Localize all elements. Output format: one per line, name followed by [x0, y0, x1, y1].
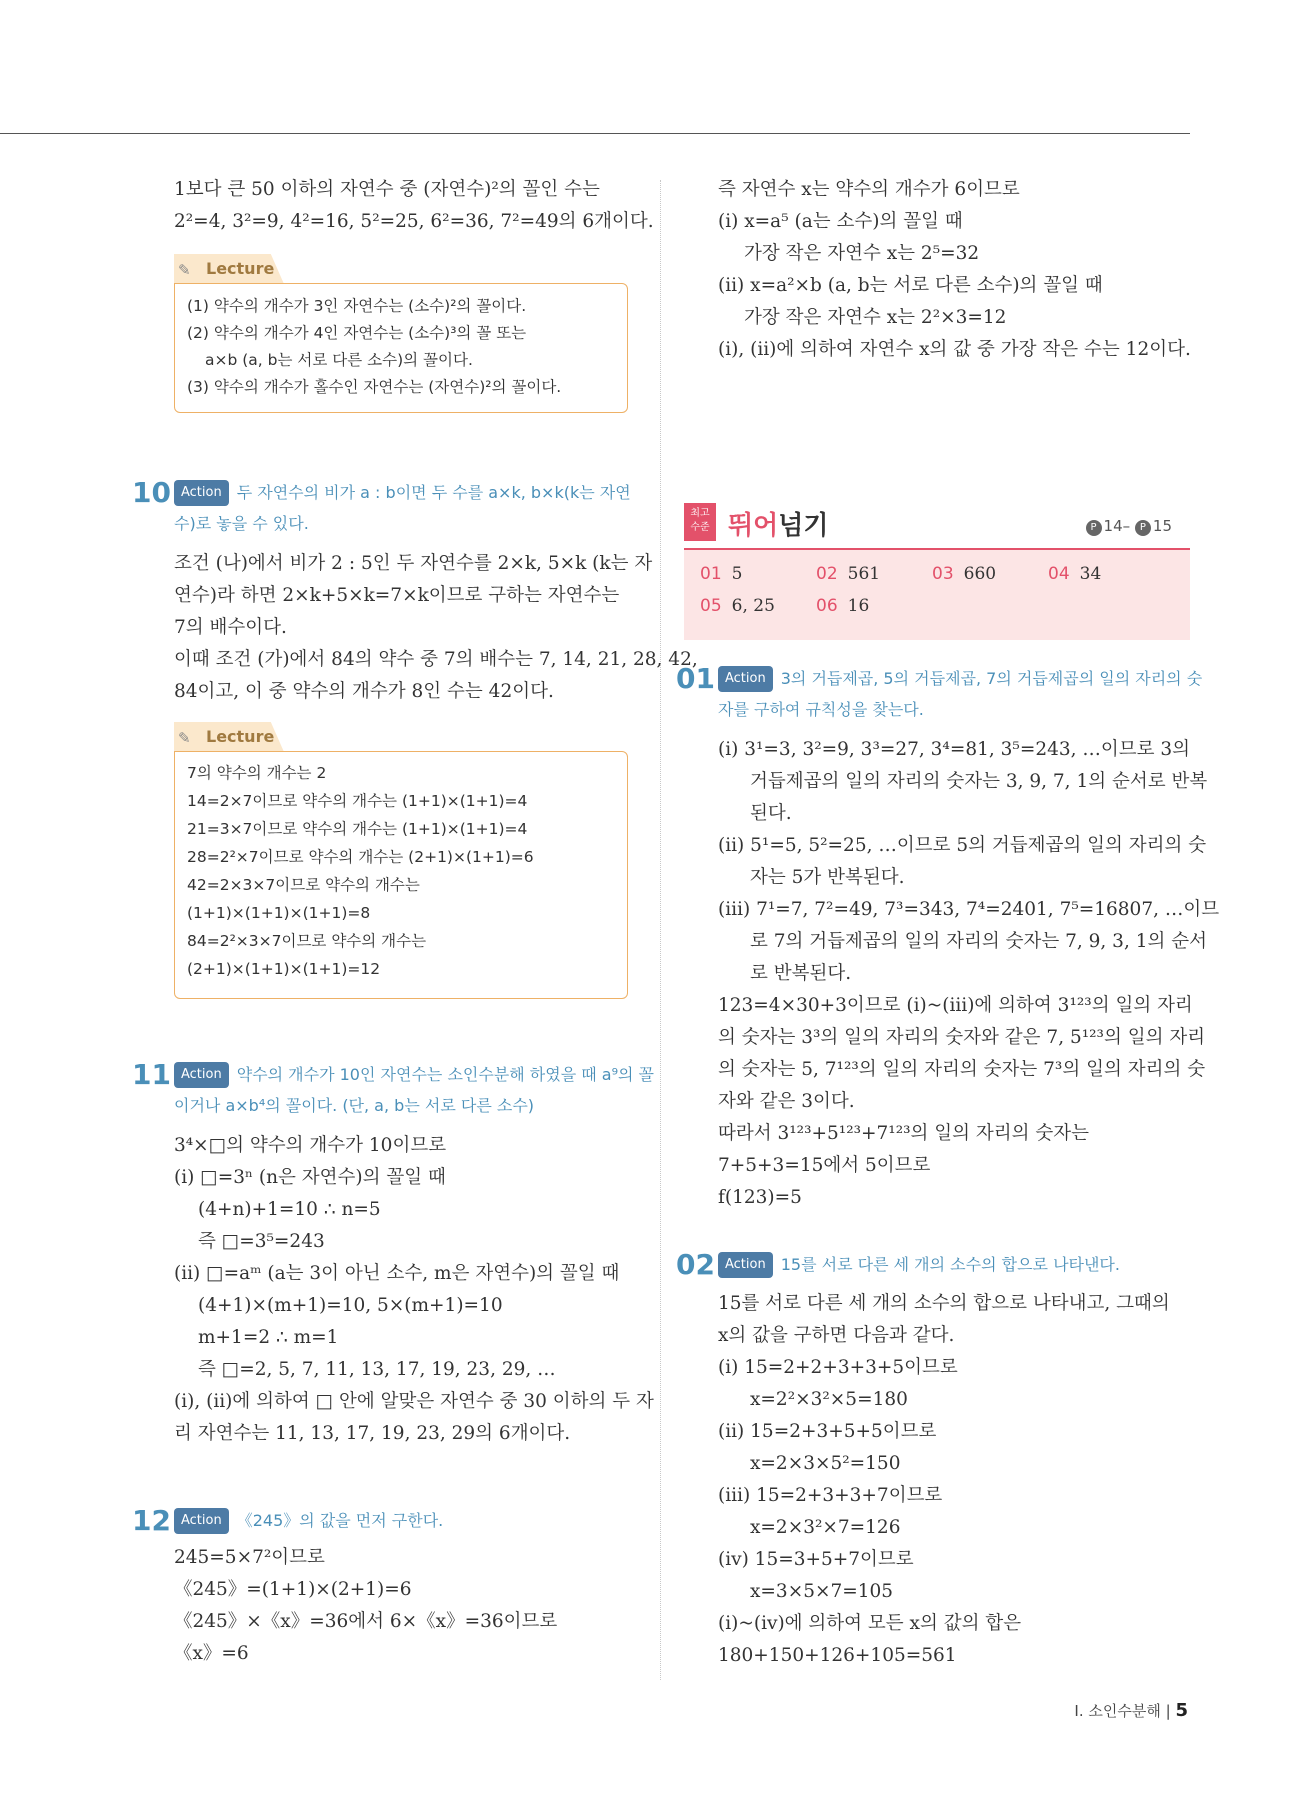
action-text: 이거나 a×b⁴의 꼴이다. (단, a, b는 서로 다른 소수) [174, 1096, 535, 1115]
answer-box [684, 548, 1190, 640]
body-line: x의 값을 구하면 다음과 같다. [718, 1325, 955, 1346]
body-line: 거듭제곱의 일의 자리의 숫자는 3, 9, 7, 1의 순서로 반복 [750, 771, 1208, 792]
body-line: 15를 서로 다른 세 개의 소수의 합으로 나타내고, 그때의 [718, 1293, 1170, 1314]
action-text: 수)로 놓을 수 있다. [174, 514, 309, 533]
question-number: 12 [132, 1504, 171, 1537]
page-number: 5 [1175, 1700, 1188, 1721]
body-line: 된다. [750, 803, 792, 824]
answer-item: 01 5 [700, 564, 743, 584]
body-line: 자는 5가 반복된다. [750, 867, 905, 888]
action-line [718, 698, 924, 722]
action-line [174, 1062, 654, 1088]
body-line: 로 7의 거듭제곱의 일의 자리의 숫자는 7, 9, 3, 1의 순서 [750, 931, 1207, 952]
lecture-line: 14=2×7이므로 약수의 개수는 (1+1)×(1+1)=4 [187, 792, 528, 810]
body-line: x=2²×3²×5=180 [750, 1389, 908, 1410]
lecture-line: 21=3×7이므로 약수의 개수는 (1+1)×(1+1)=4 [187, 820, 528, 838]
lecture-label: Lecture [206, 259, 275, 278]
lecture-box [174, 751, 628, 999]
body-line: 리 자연수는 11, 13, 17, 19, 23, 29의 6개이다. [174, 1423, 571, 1444]
body-line: x=3×5×7=105 [750, 1581, 894, 1602]
pencil-icon: ✎ [178, 261, 191, 279]
lecture-line: 42=2×3×7이므로 약수의 개수는 [187, 876, 420, 894]
action-badge: Action [174, 480, 229, 506]
body-line: (ⅰ) □=3ⁿ (n은 자연수)의 꼴일 때 [174, 1167, 446, 1188]
body-line: (ⅰ), (ⅱ)에 의하여 □ 안에 알맞은 자연수 중 30 이하의 두 자 [174, 1391, 654, 1412]
body-line: 로 반복된다. [750, 963, 852, 984]
top-rule [0, 133, 1190, 134]
answer-item: 04 34 [1048, 564, 1102, 584]
body-line: (ⅰ) 15=2+2+3+3+5이므로 [718, 1357, 958, 1378]
body-line: (ⅱ) x=a²×b (a, b는 서로 다른 소수)의 꼴일 때 [718, 275, 1103, 296]
body-line: 《245》=(1+1)×(2+1)=6 [174, 1579, 412, 1600]
body-line: f(123)=5 [718, 1187, 802, 1208]
lecture-line: (2+1)×(1+1)×(1+1)=12 [187, 960, 381, 978]
answer-item: 03 660 [932, 564, 997, 584]
action-line [174, 480, 631, 506]
body-line: 즉 자연수 x는 약수의 개수가 6이므로 [718, 179, 1020, 200]
body-line: 123=4×30+3이므로 (ⅰ)~(ⅲ)에 의하여 3¹²³의 일의 자리 [718, 995, 1193, 1016]
pencil-icon: ✎ [178, 729, 191, 747]
body-line: 의 숫자는 3³의 일의 자리의 숫자와 같은 7, 5¹²³의 일의 자리 [718, 1027, 1206, 1048]
footer-separator: | [1165, 1702, 1171, 1720]
body-line: (ⅰ)~(ⅳ)에 의하여 모든 x의 값의 합은 [718, 1613, 1022, 1634]
lecture-line: 7의 약수의 개수는 2 [187, 764, 327, 782]
answer-item: 05 6, 25 [700, 596, 775, 616]
body-line: 조건 (나)에서 비가 2 : 5인 두 자연수를 2×k, 5×k (k는 자 [174, 553, 653, 574]
body-line: 180+150+126+105=561 [718, 1645, 957, 1666]
action-text: 두 자연수의 비가 a : b이면 두 수를 a×k, b×k(k는 자연 [236, 483, 631, 502]
action-line [174, 1508, 443, 1534]
body-line: (ⅱ) 5¹=5, 5²=25, …이므로 5의 거듭제곱의 일의 자리의 숫 [718, 835, 1207, 856]
question-number: 02 [676, 1248, 715, 1281]
body-line: 즉 □=2, 5, 7, 11, 13, 17, 19, 23, 29, … [198, 1359, 556, 1380]
body-line: 7+5+3=15에서 5이므로 [718, 1155, 931, 1176]
body-line: m+1=2 ∴ m=1 [198, 1327, 339, 1348]
action-badge: Action [718, 1252, 773, 1278]
body-line: x=2×3×5²=150 [750, 1453, 901, 1474]
page-reference: P 14– P 15 [1086, 517, 1172, 536]
body-line: 가장 작은 자연수 x는 2²×3=12 [744, 307, 1007, 328]
answer-item: 02 561 [816, 564, 881, 584]
footer-section: I. 소인수분해 [1074, 1702, 1161, 1720]
lecture-line: a×b (a, b는 서로 다른 소수)의 꼴이다. [205, 351, 473, 369]
body-line: 의 숫자는 5, 7¹²³의 일의 자리의 숫자는 7³의 일의 자리의 숫 [718, 1059, 1206, 1080]
body-line: (4+1)×(m+1)=10, 5×(m+1)=10 [198, 1295, 503, 1316]
level-badge: 최고 수준 [684, 503, 716, 541]
body-line: (ⅲ) 7¹=7, 7²=49, 7³=343, 7⁴=2401, 7⁵=16807, …이므 [718, 899, 1220, 920]
lecture-line: 28=2²×7이므로 약수의 개수는 (2+1)×(1+1)=6 [187, 848, 534, 866]
body-line: 이때 조건 (가)에서 84의 약수 중 7의 배수는 7, 14, 21, 28, 42, [174, 649, 698, 670]
action-line [718, 1252, 1120, 1278]
action-text: 자를 구하여 규칙성을 찾는다. [718, 700, 924, 719]
body-line: 《x》=6 [174, 1643, 249, 1664]
body-line: 84이고, 이 중 약수의 개수가 8인 수는 42이다. [174, 681, 554, 702]
action-badge: Action [174, 1508, 229, 1534]
action-text: 《245》의 값을 먼저 구한다. [236, 1511, 444, 1530]
body-line: 즉 □=3⁵=243 [198, 1231, 325, 1252]
body-line: 245=5×7²이므로 [174, 1547, 325, 1568]
body-line: 연수)라 하면 2×k+5×k=7×k이므로 구하는 자연수는 [174, 585, 620, 606]
body-line: (ⅰ), (ⅱ)에 의하여 자연수 x의 값 중 가장 작은 수는 12이다. [718, 339, 1191, 360]
question-number: 10 [132, 476, 171, 509]
intro-line: 1보다 큰 50 이하의 자연수 중 (자연수)²의 꼴인 수는 [174, 179, 600, 200]
page-icon: P [1135, 520, 1151, 536]
action-badge: Action [174, 1062, 229, 1088]
intro-line: 2²=4, 3²=9, 4²=16, 5²=25, 6²=36, 7²=49의 6개이다. [174, 211, 654, 232]
body-line: (ⅱ) □=aᵐ (a는 3이 아닌 소수, m은 자연수)의 꼴일 때 [174, 1263, 620, 1284]
body-line: (ⅳ) 15=3+5+7이므로 [718, 1549, 914, 1570]
body-line: 따라서 3¹²³+5¹²³+7¹²³의 일의 자리의 숫자는 [718, 1123, 1090, 1144]
action-text: 3의 거듭제곱, 5의 거듭제곱, 7의 거듭제곱의 일의 자리의 숫 [780, 669, 1203, 688]
action-text: 약수의 개수가 10인 자연수는 소인수분해 하였을 때 a⁹의 꼴 [236, 1065, 655, 1084]
body-line: 자와 같은 3이다. [718, 1091, 855, 1112]
section-header [684, 503, 1190, 545]
body-line: (4+n)+1=10 ∴ n=5 [198, 1199, 381, 1220]
lecture-label: Lecture [206, 727, 275, 746]
column-divider [660, 180, 661, 1680]
action-line [174, 1094, 534, 1118]
body-line: (ⅰ) 3¹=3, 3²=9, 3³=27, 3⁴=81, 3⁵=243, …이므로 3의 [718, 739, 1191, 760]
action-line [174, 512, 309, 536]
body-line: 3⁴×□의 약수의 개수가 10이므로 [174, 1135, 447, 1156]
action-badge: Action [718, 666, 773, 692]
lecture-line: (1+1)×(1+1)×(1+1)=8 [187, 904, 371, 922]
lecture-line: (3) 약수의 개수가 홀수인 자연수는 (자연수)²의 꼴이다. [187, 378, 562, 396]
page-footer [1074, 1700, 1188, 1721]
page-icon: P [1086, 520, 1102, 536]
body-line: 7의 배수이다. [174, 617, 287, 638]
action-text: 15를 서로 다른 세 개의 소수의 합으로 나타낸다. [780, 1255, 1120, 1274]
body-line: (ⅰ) x=a⁵ (a는 소수)의 꼴일 때 [718, 211, 963, 232]
action-line [718, 666, 1202, 692]
question-number: 01 [676, 662, 715, 695]
lecture-line: 84=2²×3×7이므로 약수의 개수는 [187, 932, 427, 950]
lecture-line: (2) 약수의 개수가 4인 자연수는 (소수)³의 꼴 또는 [187, 324, 527, 342]
body-line: x=2×3²×7=126 [750, 1517, 901, 1538]
body-line: 《245》×《x》=36에서 6×《x》=36이므로 [174, 1611, 558, 1632]
body-line: (ⅲ) 15=2+3+3+7이므로 [718, 1485, 943, 1506]
lecture-line: (1) 약수의 개수가 3인 자연수는 (소수)²의 꼴이다. [187, 297, 527, 315]
lecture-box [174, 283, 628, 413]
body-line: (ⅱ) 15=2+3+5+5이므로 [718, 1421, 937, 1442]
answer-item: 06 16 [816, 596, 870, 616]
section-title: 뛰어넘기 [728, 511, 829, 541]
question-number: 11 [132, 1058, 171, 1091]
body-line: 가장 작은 자연수 x는 2⁵=32 [744, 243, 980, 264]
